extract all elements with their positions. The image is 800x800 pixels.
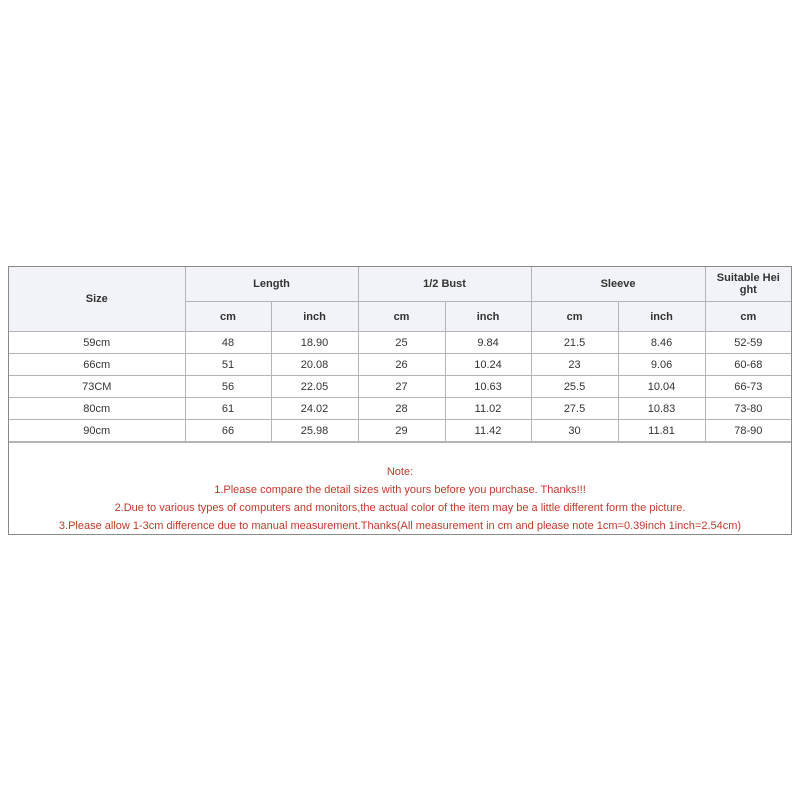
unit-header: inch bbox=[618, 302, 705, 332]
suitable-height-label: Suitable Hei ght bbox=[716, 272, 780, 296]
unit-header: cm bbox=[531, 302, 618, 332]
unit-header: inch bbox=[271, 302, 358, 332]
size-cell: 80cm bbox=[9, 398, 185, 420]
length-header: Length bbox=[185, 267, 358, 302]
table-cell: 24.02 bbox=[271, 398, 358, 420]
table-cell: 22.05 bbox=[271, 376, 358, 398]
unit-header: cm bbox=[705, 302, 791, 332]
table-cell: 25.5 bbox=[531, 376, 618, 398]
notes-section bbox=[9, 442, 791, 534]
size-header: Size bbox=[9, 267, 185, 332]
table-cell: 52-59 bbox=[705, 332, 791, 354]
table-cell: 30 bbox=[531, 420, 618, 442]
size-chart bbox=[8, 266, 792, 535]
note-line: 2.Due to various types of computers and monitors,the actual color of the item may be a little different form the picture. bbox=[114, 502, 686, 514]
table-row bbox=[9, 420, 791, 442]
table-row bbox=[9, 376, 791, 398]
table-cell: 8.46 bbox=[618, 332, 705, 354]
unit-header: cm bbox=[185, 302, 271, 332]
note-title: Note: bbox=[386, 466, 414, 478]
unit-header: cm bbox=[358, 302, 445, 332]
table-cell: 18.90 bbox=[271, 332, 358, 354]
table-cell: 20.08 bbox=[271, 354, 358, 376]
table-cell: 11.02 bbox=[445, 398, 531, 420]
sleeve-header: Sleeve bbox=[531, 267, 705, 302]
table-cell: 26 bbox=[358, 354, 445, 376]
table-cell: 66 bbox=[185, 420, 271, 442]
table-row bbox=[9, 332, 791, 354]
size-cell: 59cm bbox=[9, 332, 185, 354]
table-cell: 10.24 bbox=[445, 354, 531, 376]
table-cell: 27.5 bbox=[531, 398, 618, 420]
size-cell: 73CM bbox=[9, 376, 185, 398]
table-cell: 11.81 bbox=[618, 420, 705, 442]
size-cell: 66cm bbox=[9, 354, 185, 376]
table-cell: 27 bbox=[358, 376, 445, 398]
table-cell: 60-68 bbox=[705, 354, 791, 376]
table-cell: 66-73 bbox=[705, 376, 791, 398]
table-cell: 48 bbox=[185, 332, 271, 354]
table-cell: 28 bbox=[358, 398, 445, 420]
table-cell: 9.06 bbox=[618, 354, 705, 376]
table-cell: 78-90 bbox=[705, 420, 791, 442]
suitable-height-header bbox=[705, 267, 791, 302]
table-cell: 23 bbox=[531, 354, 618, 376]
size-table-body bbox=[9, 332, 791, 442]
half-bust-header: 1/2 Bust bbox=[358, 267, 531, 302]
table-cell: 21.5 bbox=[531, 332, 618, 354]
table-cell: 10.83 bbox=[618, 398, 705, 420]
table-cell: 51 bbox=[185, 354, 271, 376]
table-cell: 10.63 bbox=[445, 376, 531, 398]
note-line: 1.Please compare the detail sizes with yours before you purchase. Thanks!!! bbox=[214, 484, 586, 496]
size-table bbox=[9, 267, 791, 442]
table-cell: 10.04 bbox=[618, 376, 705, 398]
table-row bbox=[9, 398, 791, 420]
table-cell: 9.84 bbox=[445, 332, 531, 354]
table-cell: 29 bbox=[358, 420, 445, 442]
note-line: 3.Please allow 1-3cm difference due to manual measurement.Thanks(All measurement in cm and please note 1cm=0.39inch 1inch=2.54cm) bbox=[58, 520, 742, 532]
table-row bbox=[9, 354, 791, 376]
size-cell: 90cm bbox=[9, 420, 185, 442]
table-cell: 25 bbox=[358, 332, 445, 354]
unit-header: inch bbox=[445, 302, 531, 332]
table-cell: 73-80 bbox=[705, 398, 791, 420]
table-cell: 25.98 bbox=[271, 420, 358, 442]
header-row-groups bbox=[9, 267, 791, 302]
table-cell: 61 bbox=[185, 398, 271, 420]
table-cell: 11.42 bbox=[445, 420, 531, 442]
table-cell: 56 bbox=[185, 376, 271, 398]
